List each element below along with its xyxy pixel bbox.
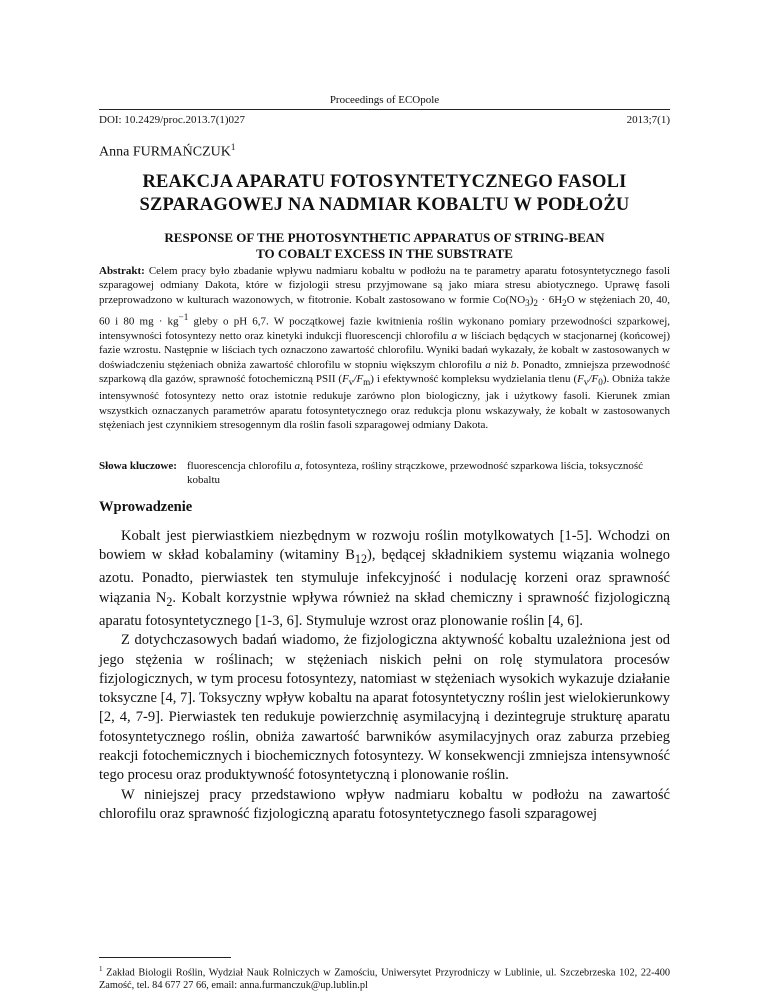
abstract-italic: F bbox=[342, 372, 349, 385]
abstract-text: Celem pracy było zbadanie wpływu nadmiaru kobaltu w podłożu na te parametry aparatu fotosyntetycznego fasoli szparagowej odmiany Dakota, które w fizjologii stresu przyjmowane są jako miara stresu abiotycznego. Uprawę fasoli przeprowadzono w kulturach wazonowych, w fitotronie. Kobalt zastosowano w formie Co(NO bbox=[99, 265, 671, 306]
paragraph-1 bbox=[99, 527, 670, 631]
abstract-sub: v bbox=[583, 377, 589, 388]
paragraph-2: Z dotychczasowych badań wiadomo, że fizjologiczna aktywność kobaltu uzależniona jest od jego stężenia w roślinach; w stężeniach niskich pełni on rolę stymulatora procesów fizjologicznych, w tym procesu fotosyntezy, natomiast w stężeniach wysokich wykazuje działanie toksyczne [4, 7]. Toksyczny wpływ kobaltu na aparat fotosyntetyczny roślin jest wielokierunkowy [2, 4, 7-9]. Pierwiastek ten redukuje powierzchnię asymilacyjną i dezintegruje strukturę aparatu fotosyntetycznego roślin, obniża zawartość barwników asymilacyjnych oraz zaburza przebieg reakcji fotochemicznych i biochemicznych fotosyntezy. W konsekwencji zmniejsza intensywność tego procesu oraz produktywność fotosyntetyczną i plonowanie roślin. bbox=[99, 632, 670, 784]
paragraph-sub: 2 bbox=[166, 594, 173, 609]
abstract-label: Abstrakt: bbox=[99, 265, 145, 277]
abstract-text: O w stężeniach 20, 40, 60 i 80 mg · kg bbox=[99, 293, 670, 328]
keywords-text bbox=[187, 459, 670, 488]
section-title: Wprowadzenie bbox=[99, 499, 193, 515]
abstract-italic: F bbox=[591, 372, 599, 385]
year-issue: 2013;7(1) bbox=[626, 114, 670, 126]
abstract-text: · 6H bbox=[538, 293, 563, 306]
abstract bbox=[99, 264, 670, 432]
abstract-text: niż bbox=[490, 358, 511, 371]
keywords-label: Słowa kluczowe: bbox=[99, 460, 177, 472]
abstract-text: ) i efektywność kompleksu wydzielania tlenu ( bbox=[370, 372, 578, 385]
abstract-text: gleby o pH 6,7. W początkowej fazie kwitnienia roślin wykonano pomiary przewodności szparkowej, intensywności fotosyntezy netto oraz kinetyki indukcji fluorescencji chlorofilu bbox=[99, 315, 670, 343]
abstract-sub: 3 bbox=[525, 297, 530, 308]
abstract-sub: m bbox=[363, 377, 371, 388]
abstract-italic: F bbox=[356, 372, 364, 385]
keywords-part: fluorescencja chlorofilu bbox=[187, 460, 295, 472]
keywords-part: , fotosynteza, rośliny strączkowe, przewodność szparkowa liścia, toksyczność kobaltu bbox=[187, 460, 644, 487]
body-text bbox=[99, 527, 670, 824]
abstract-text: . Ponadto, zmniejsza przewodność szparkową dla gazów, sprawność fotochemiczną PSII ( bbox=[99, 358, 670, 385]
abstract-italic: F bbox=[577, 372, 584, 385]
abstract-italic: / bbox=[353, 372, 357, 385]
abstract-sub: 2 bbox=[562, 297, 567, 308]
title-english bbox=[99, 230, 670, 262]
abstract-sub: 2 bbox=[533, 297, 538, 308]
title-polish-line-2: SZPARAGOWEJ NA NADMIAR KOBALTU W PODŁOŻU bbox=[139, 195, 630, 215]
paragraph-sub: 12 bbox=[354, 552, 367, 567]
paragraph-text: ), będącej składnikiem systemu wiązania wolnego azotu. Ponadto, pierwiastek ten stymuluje infekcyjność i nodulację korzeni oraz sprawność wiązania N bbox=[99, 547, 670, 606]
abstract-sub: v bbox=[348, 377, 354, 388]
header-meta-row bbox=[99, 109, 670, 126]
journal-name: Proceedings of ECOpole bbox=[329, 94, 440, 106]
footnote-rule bbox=[99, 957, 231, 958]
footnote-mark: 1 bbox=[99, 965, 103, 973]
author-name: Anna FURMAŃCZUK bbox=[99, 144, 231, 160]
title-polish bbox=[99, 171, 670, 217]
abstract-text: w liściach będących w stacjonarnej (końcowej) fazie wzrostu. Następnie w liściach tych oznaczono zawartość chlorofilu. Wyniki badań wykazały, że kobalt w zastosowanych w doświadczeniu stężeniach obniża zawartość chlorofilu w stopniu większym chlorofilu bbox=[99, 330, 670, 371]
paragraph-text: . Kobalt korzystnie wpływa również na skład chemiczny i sprawność fizjologiczną aparatu fotosyntetycznego [1-3, 6]. Stymuluje wzrost oraz plonowanie roślin [4, 6]. bbox=[99, 589, 670, 629]
abstract-italic: a bbox=[451, 330, 457, 343]
doi: DOI: 10.2429/proc.2013.7(1)027 bbox=[99, 114, 246, 126]
abstract-italic: a bbox=[485, 358, 491, 371]
footnote bbox=[99, 963, 670, 992]
abstract-sub: 0 bbox=[598, 377, 603, 388]
footnote-text: Zakład Biologii Roślin, Wydział Nauk Rolniczych w Zamościu, Uniwersytet Przyrodniczy w Lublinie, ul. Szczebrzeska 102, 22-400 Zamość, tel. 84 677 27 66, email: anna.furmanczuk@up.lublin.pl bbox=[99, 967, 670, 992]
paragraph-3: W niniejszej pracy przedstawiono wpływ nadmiaru kobaltu w podłożu na zawartość chlorofilu oraz sprawność fizjologiczną aparatu fotosyntetycznego fasoli szparagowej bbox=[99, 786, 670, 822]
paragraph-text: Kobalt jest pierwiastkiem niezbędnym w rozwoju roślin motylkowatych [1-5]. Wchodzi on bowiem w skład kobalaminy (witaminy B bbox=[99, 528, 670, 564]
title-english-line-2: TO COBALT EXCESS IN THE SUBSTRATE bbox=[256, 246, 513, 261]
abstract-text: ) bbox=[529, 293, 534, 306]
title-polish-line-1: REAKCJA APARATU FOTOSYNTETYCZNEGO FASOLI bbox=[142, 172, 627, 192]
abstract-italic: / bbox=[588, 372, 592, 385]
keywords-italic: a bbox=[294, 460, 301, 472]
author bbox=[99, 142, 235, 161]
abstract-italic: b bbox=[510, 358, 517, 371]
author-footnote-mark: 1 bbox=[230, 142, 236, 152]
abstract-sup: −1 bbox=[178, 312, 189, 323]
keywords bbox=[99, 459, 670, 488]
abstract-text: ). Obniża także intensywność fotosyntezy netto oraz istotnie redukuje zarówno plon biologiczny, jak i użytkowy fasoli. Kierunek zmian wszystkich oznaczanych parametrów aparatu fotosyntetycznego oraz redukcja plonu wskazywały, że kobalt w zastosowanych stężeniach jest czynnikiem stresogennym dla roślin fasoli szparagowej odmiany Dakota. bbox=[99, 372, 671, 431]
title-english-line-1: RESPONSE OF THE PHOTOSYNTHETIC APPARATUS OF STRING-BEAN bbox=[164, 230, 605, 245]
